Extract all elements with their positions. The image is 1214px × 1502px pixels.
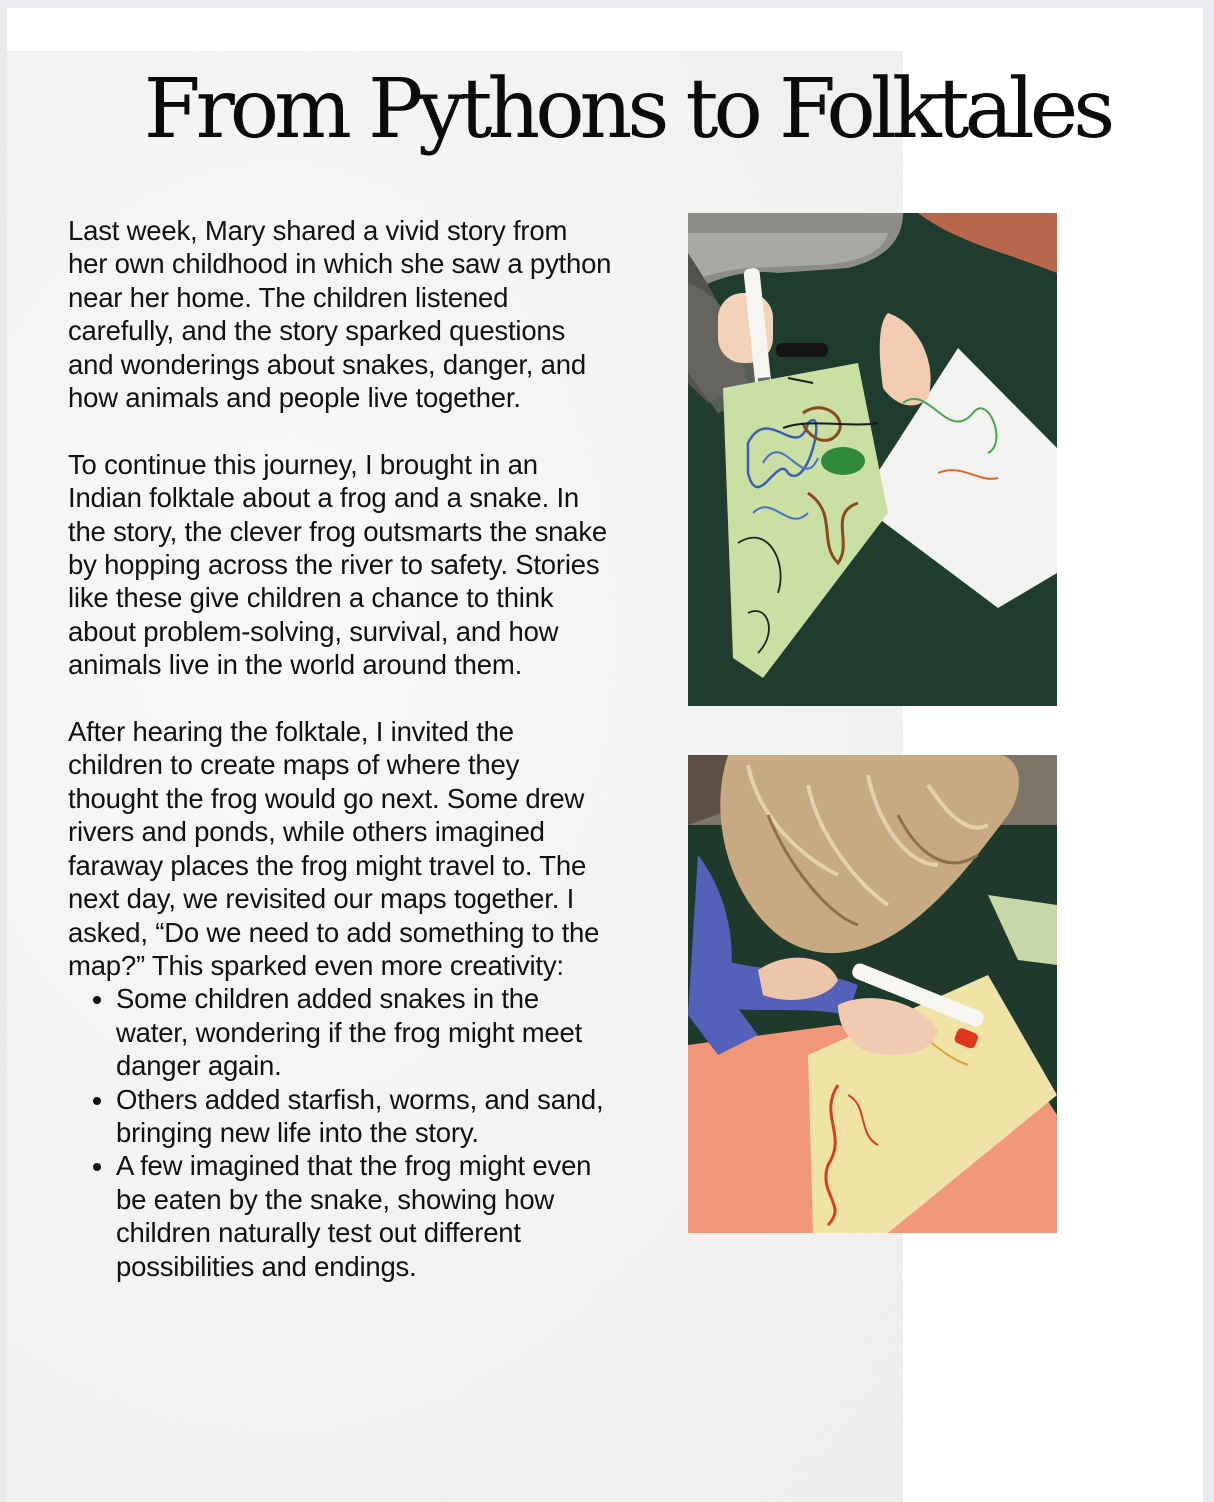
paragraph-python-story: Last week, Mary shared a vivid story from her own childhood in which she saw a python near her home. The children listened carefully, and the story sparked questions and wonderings about snakes, danger, and how animals and people live together. bbox=[68, 215, 612, 414]
page-title: From Pythons to Folktales bbox=[143, 62, 1111, 157]
photo-child-drawing-with-marker bbox=[688, 755, 1057, 1233]
paragraph-folktale: To continue this journey, I brought in an Indian folktale about a frog and a snake. In the story, the clever frog outsmarts the snake by hopping across the river to safety. Stories like these give children a chance to think about problem-solving, survival, and how animals live in the world around them. bbox=[68, 448, 608, 681]
bullet-snakes-in-water: • Some children added snakes in the water, wondering if the frog might meet danger again. bbox=[116, 982, 613, 1082]
bullet-frog-eaten: • A few imagined that the frog might even be eaten by the snake, showing how children naturally test out different possibilities and endings. bbox=[116, 1149, 613, 1283]
paragraph-maps-activity: After hearing the folktale, I invited the children to create maps of where they thought the frog would go next. Some drew rivers and ponds, while others imagined faraway places the frog might travel to. The next day, we revisited our maps together. I asked, “Do we need to add something to the map?” This sparked even more creativity: bbox=[68, 716, 600, 981]
photo-child-drawing-map bbox=[688, 213, 1057, 706]
photo-child-drawing-map-illustration bbox=[688, 213, 1057, 706]
bullet-starfish-worms-sand: • Others added starfish, worms, and sand, bringing new life into the story. bbox=[116, 1083, 613, 1150]
photo-child-drawing-with-marker-illustration bbox=[688, 755, 1057, 1233]
article-body bbox=[68, 214, 613, 1283]
activity-bullet-list bbox=[68, 982, 613, 1283]
